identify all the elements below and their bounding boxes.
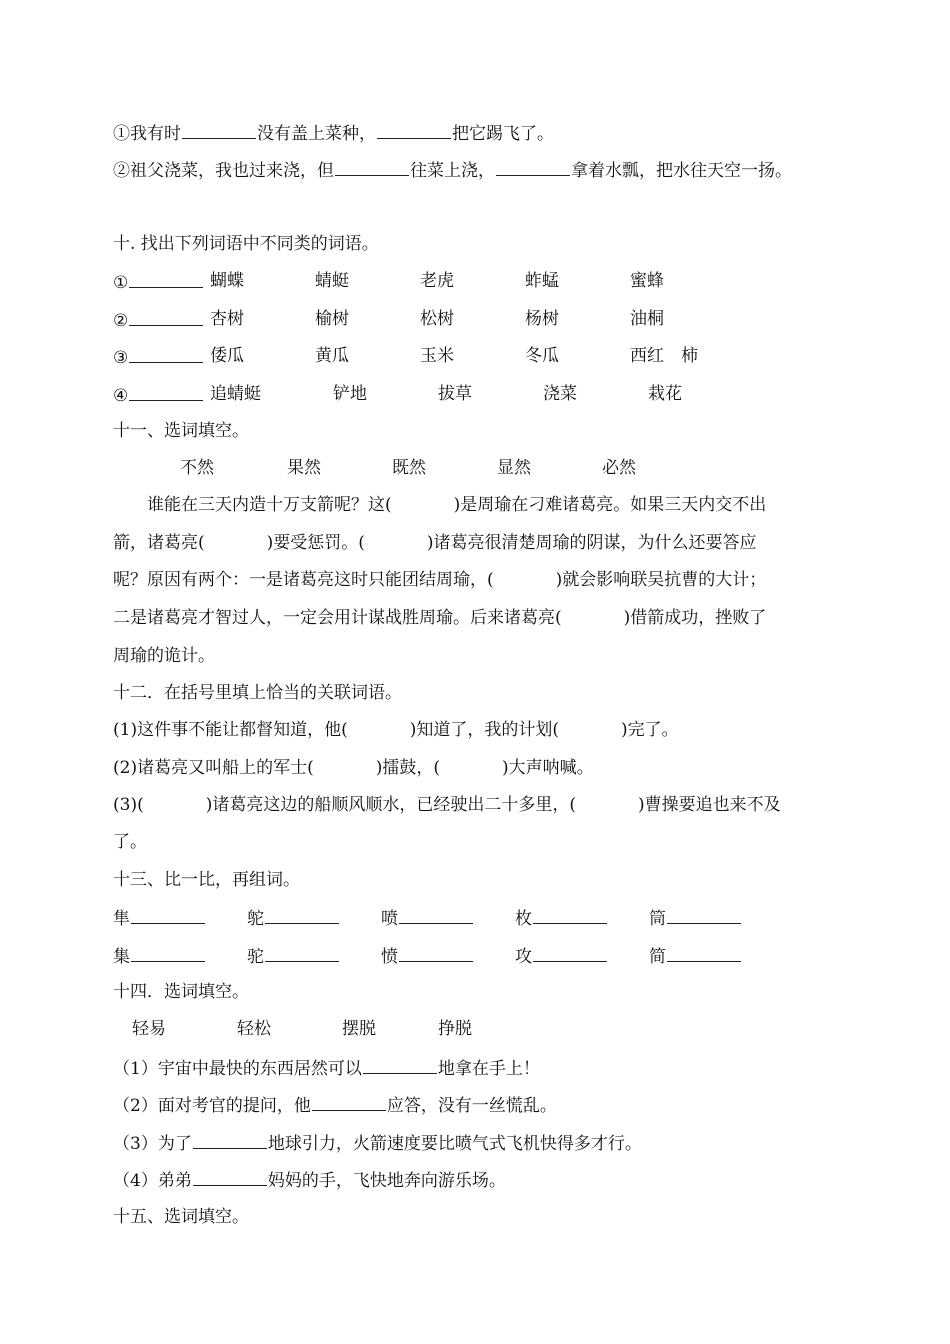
compare-item [381, 943, 474, 969]
text: ①我有时 [113, 124, 181, 144]
fill-blank [129, 344, 203, 363]
section-title: 十四．选词填空。 [113, 982, 249, 1002]
word-item: 榆树 [315, 309, 349, 329]
item-number: ② [113, 311, 129, 331]
paragraph-line: 周瑜的诡计。 [113, 646, 215, 666]
fill-blank [399, 905, 473, 924]
text: 把它踢飞了。 [452, 124, 554, 144]
section-title: 十五、选词填空。 [113, 1207, 249, 1227]
word-item: 蝴蝶 [210, 271, 244, 291]
text: )诸葛亮很清楚周瑜的阴谋，为什么还要答应 [426, 533, 757, 553]
question-line [113, 718, 679, 742]
option-word: 挣脱 [438, 1019, 472, 1039]
option-word: 既然 [392, 458, 426, 478]
word-item: 西红 柿 [630, 346, 698, 366]
text: )是周瑜在刁难诸葛亮。如果三天内交不出 [453, 495, 767, 515]
compare-item [649, 905, 742, 931]
fill-blank [533, 905, 607, 924]
fill-blank [377, 120, 451, 139]
text: ②祖父浇菜，我也过来浇，但 [113, 161, 334, 181]
word-item: 蜜蜂 [630, 271, 664, 291]
text: )要受惩罚。( [266, 533, 365, 553]
text: 拿着水瓢，把水往天空一扬。 [571, 161, 792, 181]
option-word: 果然 [287, 458, 321, 478]
text: )完了。 [620, 720, 679, 740]
word-item: 浇菜 [543, 384, 577, 404]
word-item: 老虎 [420, 271, 454, 291]
compare-item [649, 943, 742, 969]
text: （2）面对考官的提问，他 [113, 1096, 311, 1116]
fill-blank [667, 943, 741, 962]
text: )曹操要追也来不及 [637, 795, 781, 815]
word-item: 拔草 [438, 384, 472, 404]
question-line [113, 1167, 506, 1193]
section-title: 十三、比一比，再组词。 [113, 870, 300, 890]
word-item: 倭瓜 [210, 346, 244, 366]
text: )擂鼓，( [375, 758, 440, 778]
text: (2)诸葛亮又叫船上的军士( [113, 758, 314, 778]
fill-blank [399, 943, 473, 962]
character: 愤 [381, 947, 398, 967]
character: 隼 [113, 909, 130, 929]
fill-blank [335, 157, 409, 176]
word-group-row [113, 307, 204, 333]
fill-blank [129, 382, 203, 401]
paragraph-line [113, 568, 766, 592]
word-group-row [113, 344, 204, 370]
paragraph-line [113, 531, 757, 555]
compare-item [247, 943, 340, 969]
word-item: 追蜻蜓 [210, 384, 261, 404]
fill-blank [131, 943, 205, 962]
character: 枚 [515, 909, 532, 929]
character: 喷 [381, 909, 398, 929]
exercise-line [113, 120, 554, 146]
text: 谁能在三天内造十万支箭呢？这( [147, 495, 392, 515]
fill-blank [533, 943, 607, 962]
word-item: 铲地 [333, 384, 367, 404]
item-number: ① [113, 273, 129, 293]
option-word: 必然 [602, 458, 636, 478]
word-item: 冬瓜 [525, 346, 559, 366]
item-number: ④ [113, 386, 129, 406]
word-item: 蜻蜓 [315, 271, 349, 291]
text: 应答，没有一丝慌乱。 [386, 1096, 557, 1116]
character: 筒 [649, 909, 666, 929]
text: (3)( [113, 795, 144, 815]
text: 箭，诸葛亮( [113, 533, 205, 553]
character: 攻 [515, 947, 532, 967]
text: 没有盖上菜种， [257, 124, 376, 144]
text: 往菜上浇， [410, 161, 495, 181]
word-item: 蚱蜢 [525, 271, 559, 291]
fill-blank [496, 157, 570, 176]
text: )知道了，我的计划( [409, 720, 559, 740]
text: )就会影响联吴抗曹的大计； [555, 570, 767, 590]
text: （4）弟弟 [113, 1171, 192, 1191]
question-line [113, 793, 781, 817]
question-line [113, 1055, 540, 1081]
text: （3）为了 [113, 1134, 192, 1154]
text: )诸葛亮这边的船顺风顺水，已经驶出二十多里，( [205, 795, 576, 815]
word-item: 松树 [420, 309, 454, 329]
word-item: 油桐 [630, 309, 664, 329]
question-line [113, 1130, 642, 1156]
character: 简 [649, 947, 666, 967]
compare-item [113, 943, 206, 969]
question-line [113, 756, 594, 780]
fill-blank [312, 1092, 386, 1111]
word-group-row [113, 269, 204, 295]
paragraph-line [147, 493, 766, 517]
word-group-row [113, 382, 204, 408]
fill-blank [131, 905, 205, 924]
word-item: 栽花 [648, 384, 682, 404]
compare-item [113, 905, 206, 931]
text: )借箭成功，挫败了 [623, 608, 767, 628]
text: 呢？原因有两个：一是诸葛亮这时只能团结周瑜，( [113, 570, 494, 590]
fill-blank [129, 269, 203, 288]
fill-blank [193, 1130, 267, 1149]
text: （1）宇宙中最快的东西居然可以 [113, 1059, 362, 1079]
text: 地拿在手上！ [437, 1059, 540, 1079]
word-item: 黄瓜 [315, 346, 349, 366]
option-word: 不然 [180, 458, 214, 478]
character: 驼 [247, 947, 264, 967]
option-word: 轻易 [132, 1019, 166, 1039]
exercise-line [113, 157, 792, 183]
option-word: 轻松 [237, 1019, 271, 1039]
fill-blank [667, 905, 741, 924]
compare-item [515, 943, 608, 969]
word-item: 玉米 [420, 346, 454, 366]
paragraph-line [113, 606, 766, 630]
text: 二是诸葛亮才智过人，一定会用计谋战胜周瑜。后来诸葛亮( [113, 608, 562, 628]
fill-blank [182, 120, 256, 139]
word-item: 杨树 [525, 309, 559, 329]
fill-blank [129, 307, 203, 326]
option-word: 摆脱 [342, 1019, 376, 1039]
word-item: 杏树 [210, 309, 244, 329]
text: (1)这件事不能让都督知道，他( [113, 720, 348, 740]
compare-item [247, 905, 340, 931]
question-line: 了。 [113, 832, 147, 852]
section-title: 十. 找出下列词语中不同类的词语。 [113, 234, 379, 254]
fill-blank [265, 943, 339, 962]
text: 地球引力，火箭速度要比喷气式飞机快得多才行。 [267, 1134, 642, 1154]
section-title: 十一、选词填空。 [113, 421, 249, 441]
character: 鸵 [247, 909, 264, 929]
section-title: 十二．在括号里填上恰当的关联词语。 [113, 683, 402, 703]
character: 集 [113, 947, 130, 967]
question-line [113, 1092, 557, 1118]
text: 妈妈的手，飞快地奔向游乐场。 [267, 1171, 506, 1191]
text: )大声呐喊。 [501, 758, 594, 778]
item-number: ③ [113, 348, 129, 368]
fill-blank [265, 905, 339, 924]
fill-blank [363, 1055, 437, 1074]
option-word: 显然 [497, 458, 531, 478]
compare-item [515, 905, 608, 931]
compare-item [381, 905, 474, 931]
fill-blank [193, 1167, 267, 1186]
